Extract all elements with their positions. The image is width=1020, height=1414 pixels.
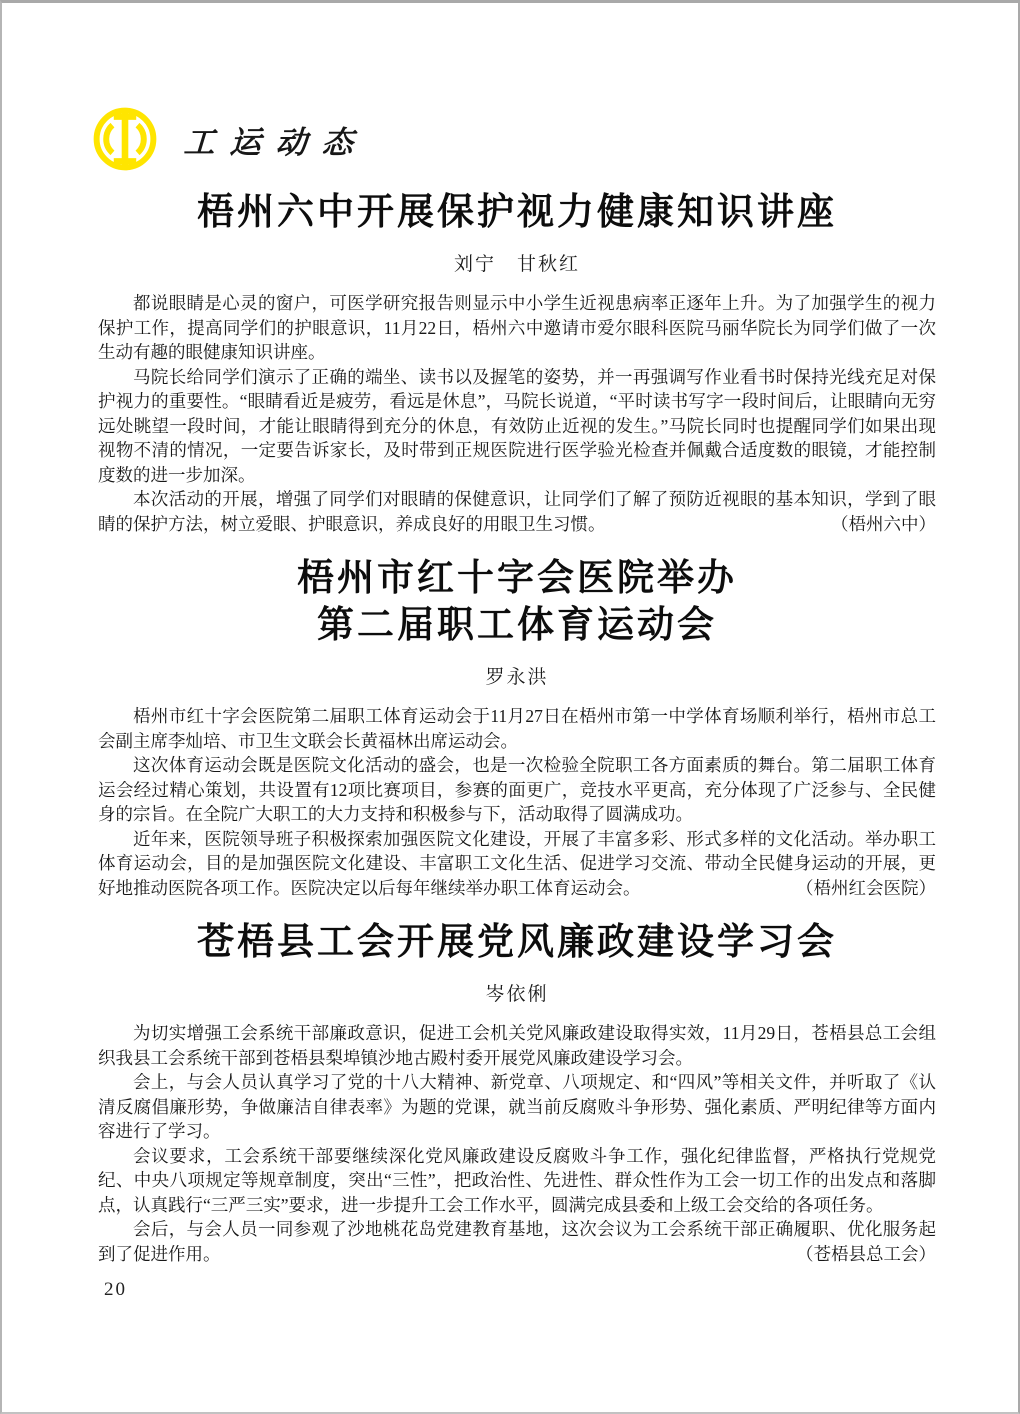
article-authors: 罗永洪 (485, 667, 549, 688)
paragraph: 梧州市红十字会医院第二届职工体育运动会于11月27日在梧州市第一中学体育场顺利举行，梧州市总工会副主席李灿培、市卫生文联会长黄福林出席运动会。 (98, 706, 936, 751)
paragraph: 会议要求，工会系统干部要继续深化党风廉政建设反腐败斗争工作，强化纪律监督，严格执行党规党纪、中央八项规定等规章制度，突出“三性”，把政治性、先进性、群众性作为工会一切工作的出发点和落脚点，认真践行“三严三实”要求，进一步提升工会工作水平，圆满完成县委和上级工会交给的各项任务。 (98, 1145, 936, 1215)
paragraph: 这次体育运动会既是医院文化活动的盛会，也是一次检验全院职工各方面素质的舞台。第二届职工体育运会经过精心策划，共设置有12项比赛项目，参赛的面更广，竞技水平更高，充分体现了广泛参与、全民健身的宗旨。在全院广大职工的大力支持和积极参与下，活动取得了圆满成功。 (98, 755, 936, 824)
trade-union-emblem-icon (88, 106, 162, 172)
article-title-line: 苍梧县工会开展党风廉政建设学习会 (197, 922, 837, 963)
paragraph-last (98, 487, 936, 536)
article-authors: 刘宁 甘秋红 (453, 254, 580, 275)
source-attribution: （苍梧县总工会） (796, 1243, 936, 1264)
paragraph-last (98, 827, 936, 901)
paragraph-text: 近年来，医院领导班子积极探索加强医院文化建设，开展了丰富多彩、形式多样的文化活动。举办职工体育运动会，目的是加强医院文化建设、丰富职工文化生活、促进学习交流、带动全民健身运动的开展，更好地推动医院各项工作。医院决定以后每年继续举办职工体育运动会。 (98, 828, 936, 898)
source-attribution: （梧州六中） (831, 513, 936, 534)
article-title (98, 189, 936, 236)
article-union-integrity-study (98, 919, 936, 1266)
paragraph: 为切实增强工会系统干部廉政意识，促进工会机关党风廉政建设取得实效，11月29日，苍梧县总工会组织我县工会系统干部到苍梧县梨埠镇沙地古殿村委开展党风廉政建设学习会。 (98, 1023, 936, 1068)
article-title-line: 第二届职工体育运动会 (317, 605, 717, 646)
article-title (98, 555, 936, 649)
paragraph-text: 本次活动的开展，增强了同学们对眼睛的保健意识，让同学们了解了预防近视眼的基本知识，学到了眼睛的保护方法，树立爱眼、护眼意识，养成良好的用眼卫生习惯。 (98, 489, 936, 534)
article-body (98, 1021, 936, 1266)
masthead-title: 工运动态 (182, 124, 369, 160)
article-authors: 岑依俐 (485, 984, 549, 1005)
paragraph-text: 会后，与会人员一同参观了沙地桃花岛党建教育基地，这次会议为工会系统干部正确履职、优化服务起到了促进作用。 (98, 1219, 936, 1264)
masthead (88, 106, 368, 172)
article-body (98, 704, 936, 900)
article-eye-health-lecture (98, 189, 936, 536)
article-title-line: 梧州市红十字会医院举办 (297, 558, 737, 599)
article-body (98, 291, 936, 536)
source-attribution: （梧州红会医院） (796, 877, 936, 898)
paragraph: 都说眼睛是心灵的窗户，可医学研究报告则显示中小学生近视患病率正逐年上升。为了加强学生的视力保护工作，提高同学们的护眼意识，11月22日，梧州六中邀请市爱尔眼科医院马丽华院长为同学们做了一次生动有趣的眼健康知识讲座。 (98, 293, 936, 362)
article-hospital-sports-meeting (98, 555, 936, 900)
paragraph-last (98, 1217, 936, 1266)
article-title-line: 梧州六中开展保护视力健康知识讲座 (197, 192, 837, 233)
article-title (98, 919, 936, 966)
page-number: 20 (104, 1279, 127, 1300)
paragraph: 会上，与会人员认真学习了党的十八大精神、新党章、八项规定、和“四风”等相关文件，并听取了《认清反腐倡廉形势，争做廉洁自律表率》为题的党课，就当前反腐败斗争形势、强化素质、严明纪律等方面内容进行了学习。 (98, 1072, 936, 1141)
paragraph: 马院长给同学们演示了正确的端坐、读书以及握笔的姿势，并一再强调写作业看书时保持光线充足对保护视力的重要性。“眼睛看近是疲劳，看远是休息”，马院长说道，“平时读书写字一段时间后，让眼睛向无穷远处眺望一段时间，才能让眼睛得到充分的休息，有效防止近视的发生。”马院长同时也提醒同学们如果出现视物不清的情况，一定要告诉家长，及时带到正规医院进行医学验光检查并佩戴合适度数的眼镜，才能控制度数的进一步加深。 (98, 366, 936, 485)
